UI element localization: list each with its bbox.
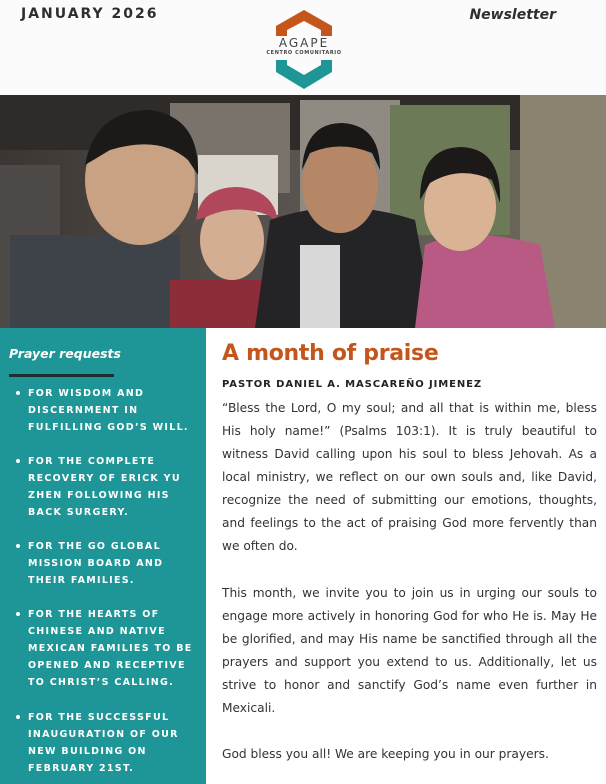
logo-name: AGAPE — [278, 36, 330, 50]
prayer-request-item: FOR THE SUCCESSFUL INAUGURATION OF OUR NEW BUILDING ON FEBRUARY 21ST. — [16, 709, 203, 777]
article-author: PASTOR DANIEL A. MASCAREÑO JIMENEZ — [222, 379, 483, 390]
article-paragraph: God bless you all! We are keeping you in our prayers. — [222, 747, 549, 761]
article — [222, 328, 597, 784]
group-photo — [0, 95, 606, 328]
article-paragraph: “Bless the Lord, O my soul; and all that is within me, bless His holy name!” (Psalms 103:1). It is truly beautiful to witness David calling upon his soul to bless Jehovah. As a local ministry, we reflect on our own souls and, like David, recognize the need of submitting our emotions, thoughts, and feelings to the act of praising God more fervently than we often do. — [222, 401, 597, 553]
prayer-request-item: FOR THE HEARTS OF CHINESE AND NATIVE MEXICAN FAMILIES TO BE OPENED AND RECEPTIVE TO CHRIST’S CALLING. — [16, 606, 203, 691]
prayer-request-item: FOR WISDOM AND DISCERNMENT IN FULFILLING GOD’S WILL. — [16, 385, 203, 436]
agape-logo — [248, 8, 360, 92]
title-divider — [9, 374, 114, 377]
prayer-request-item: FOR THE COMPLETE RECOVERY OF ERICK YU ZHEN FOLLOWING HIS BACK SURGERY. — [16, 453, 203, 521]
issue-date: JANUARY 2026 — [21, 6, 159, 22]
newsletter-label: Newsletter — [469, 7, 556, 23]
prayer-requests-sidebar — [0, 328, 206, 784]
logo-tagline: CENTRO COMUNITARIO — [266, 50, 342, 56]
prayer-requests-title: Prayer requests — [9, 346, 121, 361]
newsletter-header — [0, 0, 606, 95]
prayer-request-item: FOR THE GO GLOBAL MISSION BOARD AND THEIR FAMILIES. — [16, 538, 203, 589]
article-title: A month of praise — [222, 341, 439, 366]
article-paragraph: This month, we invite you to join us in urging our souls to engage more actively in honoring God for who He is. May He be glorified, and may His name be sanctified through all the prayers and support you extend to us. Additionally, let us strive to honor and sanctify God’s name even further in Mexicali. — [222, 586, 597, 715]
